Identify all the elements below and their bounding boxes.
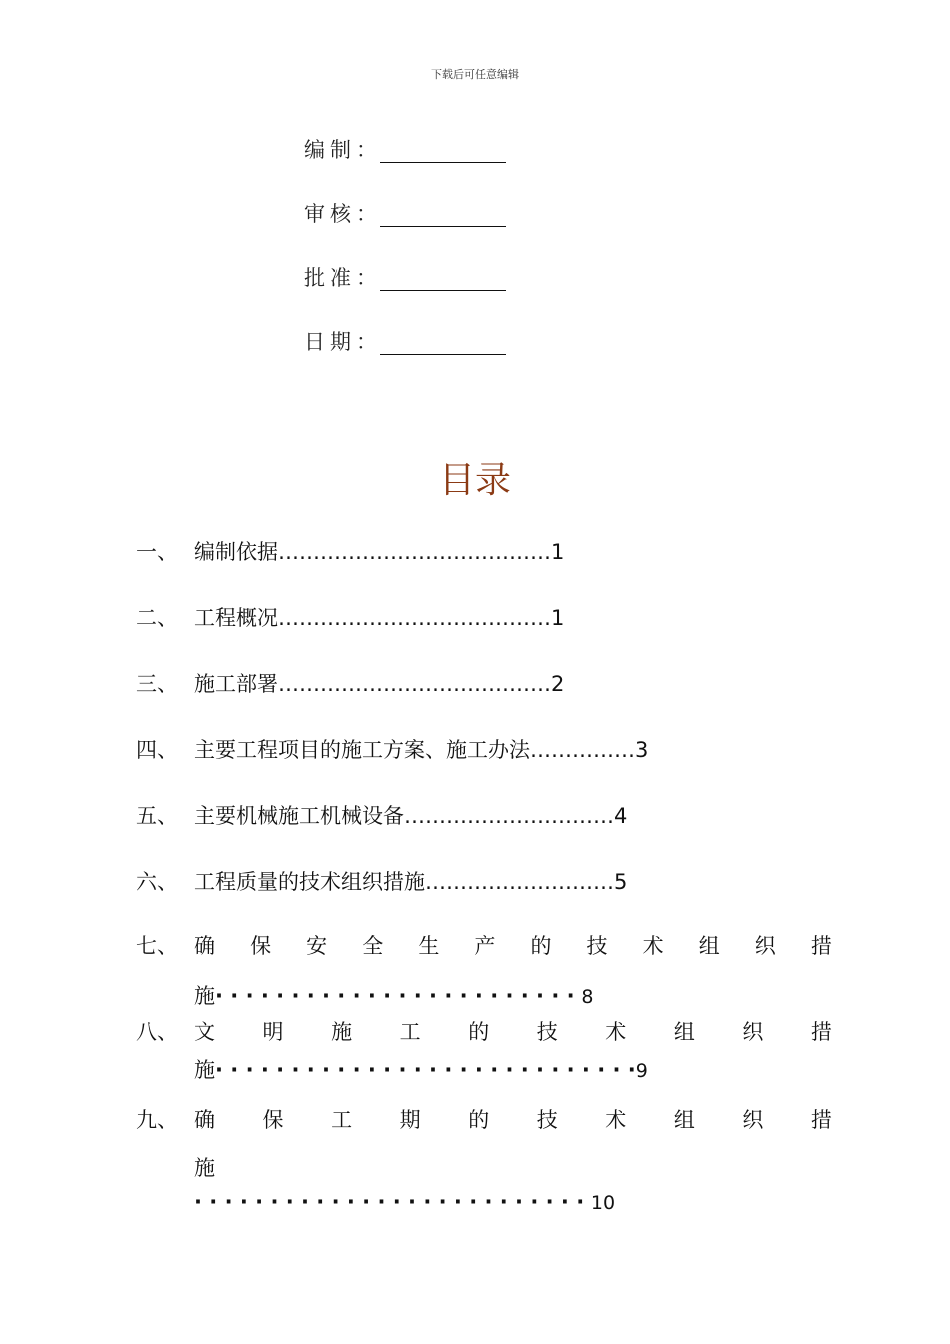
toc-item-title: 编制依据 xyxy=(194,540,278,564)
toc-item-title-char: 施 xyxy=(331,1020,353,1044)
toc-item-title-justified xyxy=(194,1016,832,1046)
signoff-approve-label: 批准： xyxy=(304,266,382,290)
toc-item[interactable] xyxy=(0,800,950,828)
toc-item-page: 1 xyxy=(551,606,565,630)
toc-item-leader: ………………………………… xyxy=(278,540,551,564)
toc-item-title-char: 明 xyxy=(262,1020,284,1044)
toc-item-title: 施工部署 xyxy=(194,672,278,696)
toc-item-title: 主要机械施工机械设备 xyxy=(194,804,404,828)
toc-item[interactable] xyxy=(0,668,950,696)
toc-item-title-char: 织 xyxy=(754,934,776,958)
toc-item[interactable] xyxy=(0,866,950,894)
toc-item-title-char: 措 xyxy=(810,1020,832,1044)
toc-item-number: 七、 xyxy=(136,934,178,958)
toc-item-title-tail: 施 xyxy=(194,1156,215,1180)
toc-item-page: 9 xyxy=(635,1060,648,1082)
toc-item-page: 2 xyxy=(551,672,565,696)
toc-item-title-char: 确 xyxy=(194,934,215,958)
toc-item-title-char: 织 xyxy=(742,1020,764,1044)
toc-item-number: 一、 xyxy=(136,540,178,564)
toc-item-title: 工程概况 xyxy=(194,606,278,630)
signoff-review-line xyxy=(380,226,506,227)
signoff-compile-label: 编制： xyxy=(304,138,382,162)
signoff-approve-line xyxy=(380,290,506,291)
toc-item-entry xyxy=(194,800,627,830)
toc-item-title-char: 措 xyxy=(810,1108,832,1132)
toc-item-title: 工程质量的技术组织措施 xyxy=(194,870,425,894)
signoff-review-label: 审核： xyxy=(304,202,382,226)
toc-item-title-justified xyxy=(194,1104,832,1134)
toc-item-title-char: 技 xyxy=(536,1108,558,1132)
toc-item-title-char: 确 xyxy=(194,1108,215,1132)
toc-item-title-char: 生 xyxy=(418,934,440,958)
toc-item-number: 八、 xyxy=(136,1020,178,1044)
toc-item-title-char: 产 xyxy=(474,934,496,958)
toc-item-leader: …………… xyxy=(530,738,635,762)
toc-item-title-tail: 施 xyxy=(194,984,215,1008)
toc-item-title-char: 技 xyxy=(536,1020,558,1044)
toc-item-title-char: 术 xyxy=(605,1020,627,1044)
toc-item-title-char: 工 xyxy=(399,1020,421,1044)
toc-item-page: 3 xyxy=(635,738,649,762)
toc-item-title-char: 组 xyxy=(698,934,720,958)
toc-item[interactable] xyxy=(0,536,950,564)
toc-item-title-char: 术 xyxy=(642,934,664,958)
toc-item-title-char: 的 xyxy=(530,934,552,958)
signoff-compile-line xyxy=(380,162,506,163)
toc-item[interactable] xyxy=(0,734,950,762)
toc-item-title-char: 文 xyxy=(194,1020,215,1044)
toc-item-title-char: 保 xyxy=(250,934,272,958)
toc-item-title-char: 组 xyxy=(673,1108,695,1132)
toc-item[interactable] xyxy=(0,602,950,630)
toc-item-entry xyxy=(194,602,564,632)
toc-item-title-char: 工 xyxy=(331,1108,353,1132)
toc-item-page: 10 xyxy=(590,1192,616,1214)
toc-item-title-char: 安 xyxy=(306,934,328,958)
toc-item-title-char: 期 xyxy=(399,1108,421,1132)
toc-item-title-char: 的 xyxy=(468,1108,490,1132)
toc-item-number: 二、 xyxy=(136,606,178,630)
toc-item-leader: · · · · · · · · · · · · · · · · · · · · · · · · · · xyxy=(194,1190,585,1214)
toc-item-title-char: 织 xyxy=(742,1108,764,1132)
toc-item-title-char: 措 xyxy=(810,934,832,958)
toc-item-title-justified xyxy=(194,930,832,960)
toc-item-entry xyxy=(194,866,627,896)
toc-item-number: 五、 xyxy=(136,804,178,828)
toc-item-number: 九、 xyxy=(136,1108,178,1132)
toc-item-title-char: 全 xyxy=(362,934,384,958)
page-header: 下载后可任意编辑 xyxy=(431,68,519,81)
toc-item-leader: ………………………………… xyxy=(278,672,551,696)
toc-item-leader: · · · · · · · · · · · · · · · · · · · · · · · · · · · · xyxy=(215,1058,636,1082)
toc-item-leader: ………………………… xyxy=(404,804,614,828)
toc-item-number: 三、 xyxy=(136,672,178,696)
toc-item-title-char: 组 xyxy=(673,1020,695,1044)
toc-item-page: 8 xyxy=(581,986,594,1008)
toc-item-continuation xyxy=(194,980,593,1010)
toc-item-number: 六、 xyxy=(136,870,178,894)
toc-item-title-tail: 施 xyxy=(194,1058,215,1082)
toc-item-entry xyxy=(194,734,648,764)
toc-item-title-char: 术 xyxy=(605,1108,627,1132)
toc-item-title-char: 技 xyxy=(586,934,608,958)
signoff-date-label: 日期： xyxy=(304,330,382,354)
toc-item-leader: · · · · · · · · · · · · · · · · · · · · · · · · xyxy=(215,984,575,1008)
toc-item-continuation xyxy=(194,1054,648,1084)
toc-item-page: 5 xyxy=(614,870,628,894)
toc-item-entry xyxy=(194,668,564,698)
toc-item-number: 四、 xyxy=(136,738,178,762)
toc-item-title: 主要工程项目的施工方案、施工办法 xyxy=(194,738,530,762)
toc-item-title-char: 的 xyxy=(468,1020,490,1044)
toc-title: 目录 xyxy=(438,460,511,501)
toc-item-leader: ………………………………… xyxy=(278,606,551,630)
toc-item-page: 4 xyxy=(614,804,628,828)
toc-item-leader: ……………………… xyxy=(425,870,614,894)
toc-item-page: 1 xyxy=(551,540,565,564)
toc-item-title-char: 保 xyxy=(262,1108,284,1132)
toc-item-leader-line xyxy=(194,1190,615,1214)
toc-item-entry xyxy=(194,536,564,566)
signoff-date-line xyxy=(380,354,506,355)
